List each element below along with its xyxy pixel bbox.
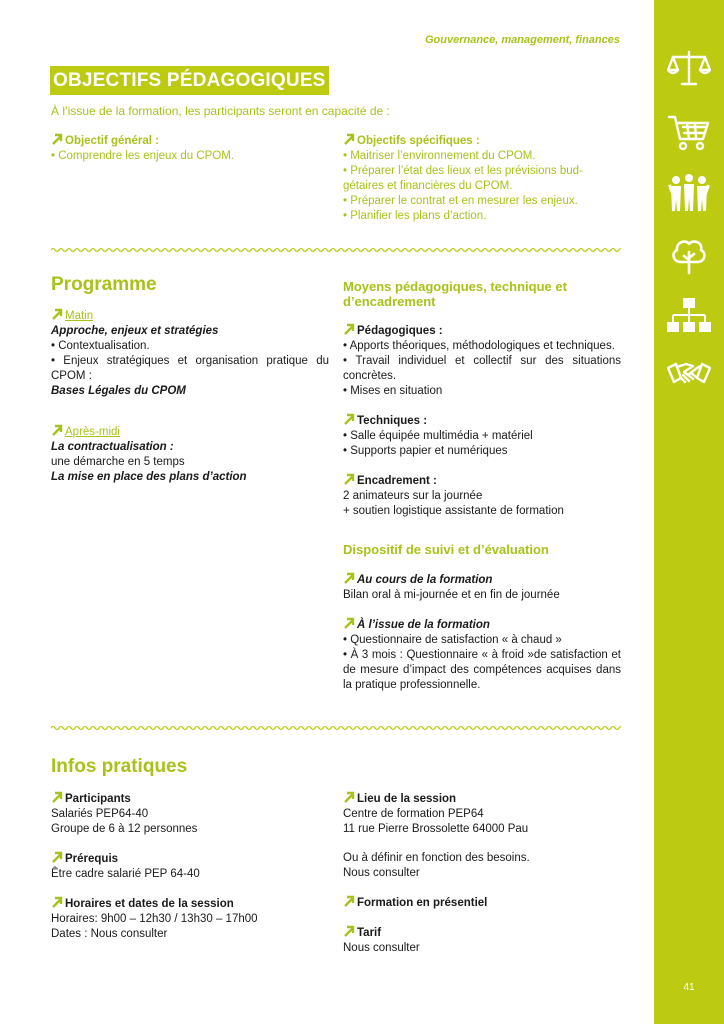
arrow-icon — [343, 617, 355, 629]
moyens-title: Moyens pédagogiques, technique et d’encadrement — [343, 279, 567, 309]
list-item: Horaires: 9h00 – 12h30 / 13h30 – 17h00 — [51, 913, 258, 925]
formation-label: Formation en présentiel — [343, 895, 621, 911]
handshake-icon — [667, 354, 711, 394]
list-item: • Maitriser l’environnement du CPOM. — [343, 150, 536, 162]
sidebar — [654, 0, 724, 1024]
tree-icon — [667, 236, 711, 276]
list-item: Ou à définir en fonction des besoins. — [343, 852, 530, 864]
apres-midi-label: Après-midi — [51, 424, 329, 440]
matin-label: Matin — [51, 308, 329, 324]
list-item: Nous consulter — [343, 942, 420, 954]
arrow-icon — [51, 308, 63, 320]
cart-icon — [667, 112, 711, 152]
participants-label: Participants — [51, 791, 331, 807]
arrow-icon — [343, 895, 355, 907]
list-item: gétaires et financières du CPOM. — [343, 180, 513, 192]
techniques-label: Techniques : — [343, 413, 621, 429]
objectifs-specifiques — [343, 133, 621, 224]
objectif-general-item: • Comprendre les enjeux du CPOM. — [51, 150, 234, 162]
running-header: Gouvernance, management, finances — [424, 34, 620, 46]
tarif-label: Tarif — [343, 925, 621, 941]
arrow-icon — [343, 925, 355, 937]
list-item: Être cadre salarié PEP 64-40 — [51, 868, 200, 880]
arrow-icon — [51, 851, 63, 863]
pedagogiques-label: Pédagogiques : — [343, 323, 621, 339]
list-item: Nous consulter — [343, 867, 420, 879]
people-icon — [667, 173, 711, 213]
list-item: + soutien logistique assistante de formation — [343, 505, 564, 517]
list-item: • Mises en situation — [343, 385, 443, 397]
page-number: 41 — [683, 982, 695, 993]
list-item: • Salle équipée multimédia + matériel — [343, 430, 533, 442]
encadrement-label: Encadrement : — [343, 473, 621, 489]
programme-title: Programme — [51, 274, 157, 295]
matin-heading: Approche, enjeux et stratégies — [51, 325, 219, 337]
list-item: • Apports théoriques, méthodologiques et techniques. — [343, 340, 615, 352]
list-item: 11 rue Pierre Brossolette 64000 Pau — [343, 823, 529, 835]
list-item: • Préparer l’état des lieux et les prévisions bud- — [343, 165, 583, 177]
list-item: • Planifier les plans d’action. — [343, 210, 487, 222]
objectifs-specifiques-label: Objectifs spécifiques : — [343, 133, 621, 149]
divider — [51, 246, 621, 254]
list-item: Centre de formation PEP64 — [343, 808, 484, 820]
list-item: • À 3 mois : Questionnaire « à froid »de satisfaction et de mesure d’impact des compétences acquises dans la pratique professionnelle. — [343, 649, 621, 691]
infos-title: Infos pratiques — [51, 756, 188, 777]
dispositif-title: Dispositif de suivi et d’évaluation — [343, 542, 549, 557]
arrow-icon — [51, 791, 63, 803]
list-item: • Questionnaire de satisfaction « à chaud » — [343, 634, 562, 646]
list-item: Bilan oral à mi-journée et en fin de journée — [343, 589, 560, 601]
programme-content — [51, 308, 329, 485]
cours-label: Au cours de la formation — [343, 572, 621, 588]
org-chart-icon — [667, 297, 711, 337]
list-item: • Préparer le contrat et en mesurer les enjeux. — [343, 195, 578, 207]
list-item: • Supports papier et numériques — [343, 445, 508, 457]
lieu-label: Lieu de la session — [343, 791, 621, 807]
arrow-icon — [51, 896, 63, 908]
list-item: • Travail individuel et collectif sur des situations concrètes. — [343, 355, 621, 382]
moyens-content — [343, 323, 621, 519]
arrow-icon — [343, 413, 355, 425]
arrow-icon — [51, 424, 63, 436]
list-item: Dates : Nous consulter — [51, 928, 168, 940]
arrow-icon — [343, 572, 355, 584]
apres-midi-heading: La contractualisation : — [51, 441, 174, 453]
list-item: Salariés PEP64-40 — [51, 808, 149, 820]
prerequis-label: Prérequis — [51, 851, 331, 867]
dispositif-content — [343, 572, 621, 693]
issue-label: À l’issue de la formation — [343, 617, 621, 633]
arrow-icon — [51, 133, 63, 145]
horaires-label: Horaires et dates de la session — [51, 896, 331, 912]
objectifs-title: OBJECTIFS PÉDAGOGIQUES — [50, 66, 329, 95]
objectif-general — [51, 133, 321, 164]
apres-midi-line: une démarche en 5 temps — [51, 456, 185, 468]
list-item: Groupe de 6 à 12 personnes — [51, 823, 198, 835]
arrow-icon — [343, 133, 355, 145]
arrow-icon — [343, 473, 355, 485]
objectif-general-label: Objectif général : — [51, 133, 321, 149]
objectifs-intro: À l’issue de la formation, les participants seront en capacité de : — [51, 104, 390, 118]
list-item: • Contextualisation. — [51, 340, 150, 352]
infos-right — [343, 791, 621, 956]
apres-midi-tail: La mise en place des plans d’action — [51, 471, 247, 483]
list-item: 2 animateurs sur la journée — [343, 490, 483, 502]
list-item: • Enjeux stratégiques et organisation pratique du CPOM : — [51, 355, 329, 382]
arrow-icon — [343, 323, 355, 335]
arrow-icon — [343, 791, 355, 803]
infos-left — [51, 791, 331, 942]
divider — [51, 724, 621, 732]
matin-tail: Bases Légales du CPOM — [51, 385, 186, 397]
scales-icon — [667, 48, 711, 88]
